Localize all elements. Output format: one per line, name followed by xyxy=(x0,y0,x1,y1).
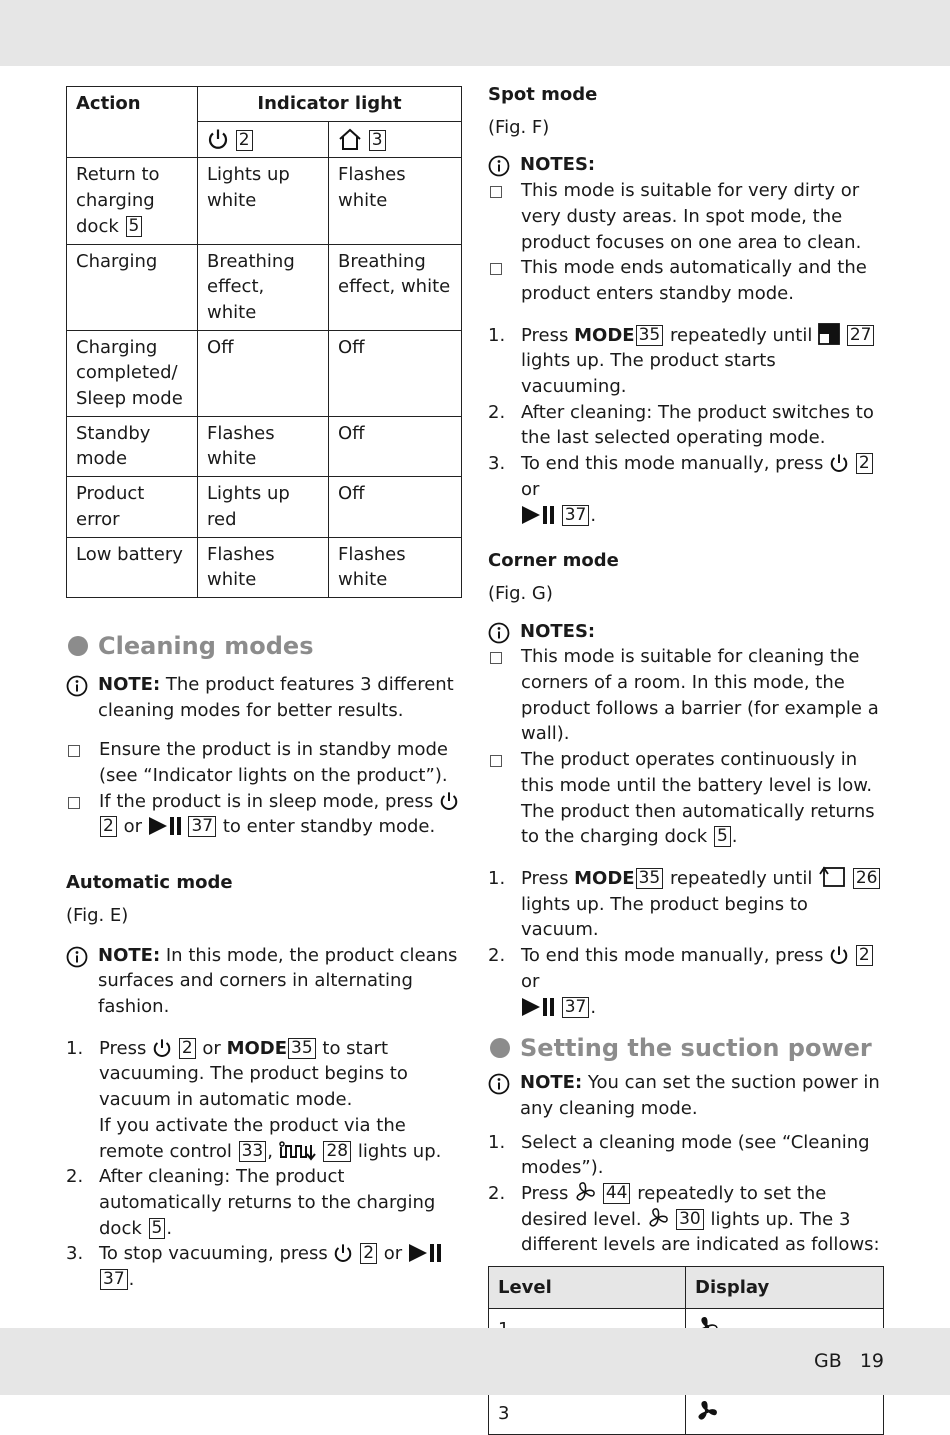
top-bar xyxy=(0,0,950,66)
play-pause-icon xyxy=(521,505,555,525)
right-column xyxy=(488,80,884,1435)
power-icon xyxy=(829,453,849,473)
ref-box: 2 xyxy=(236,130,253,151)
table-header-level: Level xyxy=(489,1267,686,1309)
list-item: Ensure the product is in standby mode (see “Indicator lights on the product”). xyxy=(66,737,462,788)
mode-label: MODE xyxy=(574,867,635,889)
table-cell: Off xyxy=(329,330,462,416)
ref-box: 2 xyxy=(100,816,117,837)
mode-label: MODE xyxy=(226,1037,288,1059)
table-cell: Product error xyxy=(67,477,198,537)
ref-box: 2 xyxy=(179,1038,196,1059)
ref-box: 35 xyxy=(636,325,664,346)
list-item: If the product is in sleep mode, press 2 or 37 to enter standby mode. xyxy=(66,789,462,840)
checkbox-bullet-icon xyxy=(490,186,502,198)
checkbox-bullet-icon xyxy=(68,797,80,809)
ref-box: 26 xyxy=(853,868,881,889)
ref-box: 35 xyxy=(288,1038,316,1059)
ref-box: 37 xyxy=(188,816,216,837)
info-icon xyxy=(488,622,510,644)
ref-box: 5 xyxy=(126,216,143,237)
ref-box: 2 xyxy=(856,945,873,966)
list-item: The product operates continuously in this mode until the battery level is low. The product then automatically returns to the charging dock 5 . xyxy=(488,747,884,850)
table-cell: Charging xyxy=(67,244,198,330)
checkbox-bullet-icon xyxy=(490,263,502,275)
list-item: 2. After cleaning: The product switches to the last selected operating mode. xyxy=(488,401,874,449)
table-header-home xyxy=(329,121,462,158)
list-item: 2. After cleaning: The product automatically returns to the charging dock 5 . xyxy=(66,1166,436,1239)
table-header-indicator: Indicator light xyxy=(198,87,462,122)
table-cell: Flashes white xyxy=(329,158,462,244)
table-row xyxy=(67,244,462,330)
list-item: This mode is suitable for very dirty or very dusty areas. In spot mode, the product focuses on one area to clean. xyxy=(488,178,884,255)
table-header-display: Display xyxy=(686,1267,884,1309)
info-icon xyxy=(66,946,88,968)
note-text: The product features 3 different cleaning modes for better results. xyxy=(98,673,454,721)
table-cell: Flashes white xyxy=(198,416,329,476)
power-icon xyxy=(439,791,459,811)
ref-box: 3 xyxy=(369,130,386,151)
list-item: 1. Press MODE 35 repeatedly until 26 lights up. The product begins to vacuum. xyxy=(488,866,884,943)
notes-heading xyxy=(488,152,884,178)
table-row xyxy=(67,537,462,597)
table-cell: Lights up white xyxy=(198,158,329,244)
table-cell: Breathing effect, white xyxy=(329,244,462,330)
home-icon xyxy=(338,128,362,150)
table-cell: Flashes white xyxy=(198,537,329,597)
step-list xyxy=(488,1130,884,1259)
ref-box: 2 xyxy=(856,453,873,474)
note-block xyxy=(66,943,462,1020)
fan-icon xyxy=(574,1181,596,1203)
bullet-dot-icon xyxy=(68,636,88,656)
note-text: You can set the suction power in any cleaning mode. xyxy=(520,1072,880,1119)
notes-label: NOTES: xyxy=(520,154,596,176)
play-pause-icon xyxy=(408,1243,442,1263)
table-cell: Standby mode xyxy=(67,416,198,476)
mode-label: MODE xyxy=(574,324,635,346)
bullet-dot-icon xyxy=(490,1038,510,1058)
info-icon xyxy=(66,675,88,697)
note-label: NOTE: xyxy=(98,944,161,966)
subsection-title-spot: Spot mode xyxy=(488,84,598,105)
table-row xyxy=(67,477,462,537)
table-cell: Off xyxy=(329,416,462,476)
list-item: 1. Press 2 or MODE 35 to start vacuuming. The product begins to vacuum in automatic mode. If you activate the product via the remote control 33 , 28 lights up. xyxy=(66,1037,442,1162)
corner-mode-icon xyxy=(818,866,846,888)
note-text: In this mode, the product cleans surfaces and corners in alternating fashion. xyxy=(98,944,458,1017)
ref-box: 37 xyxy=(100,1269,128,1290)
list-item: 2. Press 44 repeatedly to set the desired level. 30 lights up. The 3 different levels are indicated as follows: xyxy=(488,1183,880,1256)
table-cell: Return to charging dock xyxy=(76,164,160,237)
table-cell: 3 xyxy=(489,1393,686,1435)
ref-box: 37 xyxy=(562,505,590,526)
info-icon xyxy=(488,1073,510,1095)
checkbox-bullet-icon xyxy=(490,755,502,767)
auto-mode-icon xyxy=(279,1141,317,1161)
list-item: 2. To end this mode manually, press 2 or 37 . xyxy=(488,943,884,1020)
spot-mode-icon xyxy=(818,323,840,345)
table-cell: Flashes white xyxy=(329,537,462,597)
ref-box: 35 xyxy=(636,868,664,889)
language-code: GB xyxy=(814,1350,842,1372)
table-cell: Charging completed/ Sleep mode xyxy=(67,330,198,416)
figure-ref: (Fig. G) xyxy=(488,582,553,604)
subsection-title-automatic: Automatic mode xyxy=(66,872,233,894)
figure-ref: (Fig. F) xyxy=(488,116,550,138)
table-cell: Breathing effect, white xyxy=(198,244,329,330)
note-block xyxy=(66,672,462,723)
table-header-action: Action xyxy=(67,87,198,158)
section-heading-suction-power: Setting the suction power xyxy=(488,1034,884,1062)
ref-box: 37 xyxy=(562,997,590,1018)
left-column xyxy=(66,80,462,1293)
list-item: This mode is suitable for cleaning the corners of a room. In this mode, the product follows a barrier (for example a wall). xyxy=(488,644,884,747)
play-pause-icon xyxy=(521,997,555,1017)
play-pause-icon xyxy=(148,816,182,836)
ref-box: 2 xyxy=(360,1243,377,1264)
power-icon xyxy=(207,128,229,150)
ref-box: 27 xyxy=(847,325,875,346)
figure-ref: (Fig. E) xyxy=(66,904,129,926)
info-icon xyxy=(488,155,510,177)
step-list xyxy=(488,866,884,1020)
note-label: NOTE: xyxy=(520,1072,583,1094)
checkbox-bullet-icon xyxy=(490,652,502,664)
checkbox-bullet-icon xyxy=(68,745,80,757)
indicator-table xyxy=(66,86,462,598)
step-list xyxy=(488,323,884,529)
list-item: This mode ends automatically and the product enters standby mode. xyxy=(488,255,884,306)
notes-heading xyxy=(488,619,884,645)
section-heading-cleaning-modes: Cleaning modes xyxy=(66,632,462,660)
ref-box: 30 xyxy=(676,1209,704,1230)
ref-box: 5 xyxy=(149,1218,166,1239)
table-row xyxy=(67,416,462,476)
ref-box: 5 xyxy=(714,826,731,847)
page-footer xyxy=(802,1350,884,1372)
table-cell: Lights up red xyxy=(198,477,329,537)
bullet-list xyxy=(488,644,884,850)
list-item: 1. Press MODE 35 repeatedly until 27 lights up. The product starts vacuuming. xyxy=(488,323,884,400)
ref-box: 33 xyxy=(239,1141,267,1162)
power-icon xyxy=(333,1243,353,1263)
table-cell: Off xyxy=(198,330,329,416)
table-row xyxy=(67,330,462,416)
table-cell: Off xyxy=(329,477,462,537)
table-cell: Low battery xyxy=(67,537,198,597)
notes-label: NOTES: xyxy=(520,620,596,642)
power-icon xyxy=(152,1038,172,1058)
fan-level-3-icon xyxy=(695,1399,719,1423)
list-item: 3. To end this mode manually, press 2 or 37 . xyxy=(488,451,884,528)
bullet-list xyxy=(488,178,884,307)
fan-icon xyxy=(647,1207,669,1229)
list-item: 1. Select a cleaning mode (see “Cleaning modes”). xyxy=(488,1131,870,1179)
note-label: NOTE: xyxy=(98,673,161,695)
ref-box: 28 xyxy=(323,1141,351,1162)
table-header-power xyxy=(198,121,329,158)
table-row xyxy=(67,158,462,244)
subsection-title-corner: Corner mode xyxy=(488,550,619,572)
step-list xyxy=(66,1036,462,1293)
page-number: 19 xyxy=(859,1350,884,1372)
power-icon xyxy=(829,945,849,965)
note-block xyxy=(488,1070,884,1121)
ref-box: 44 xyxy=(603,1183,631,1204)
bullet-list xyxy=(66,737,462,840)
table-row xyxy=(489,1393,884,1435)
list-item: 3. To stop vacuuming, press 2 or 37 . xyxy=(66,1241,462,1292)
